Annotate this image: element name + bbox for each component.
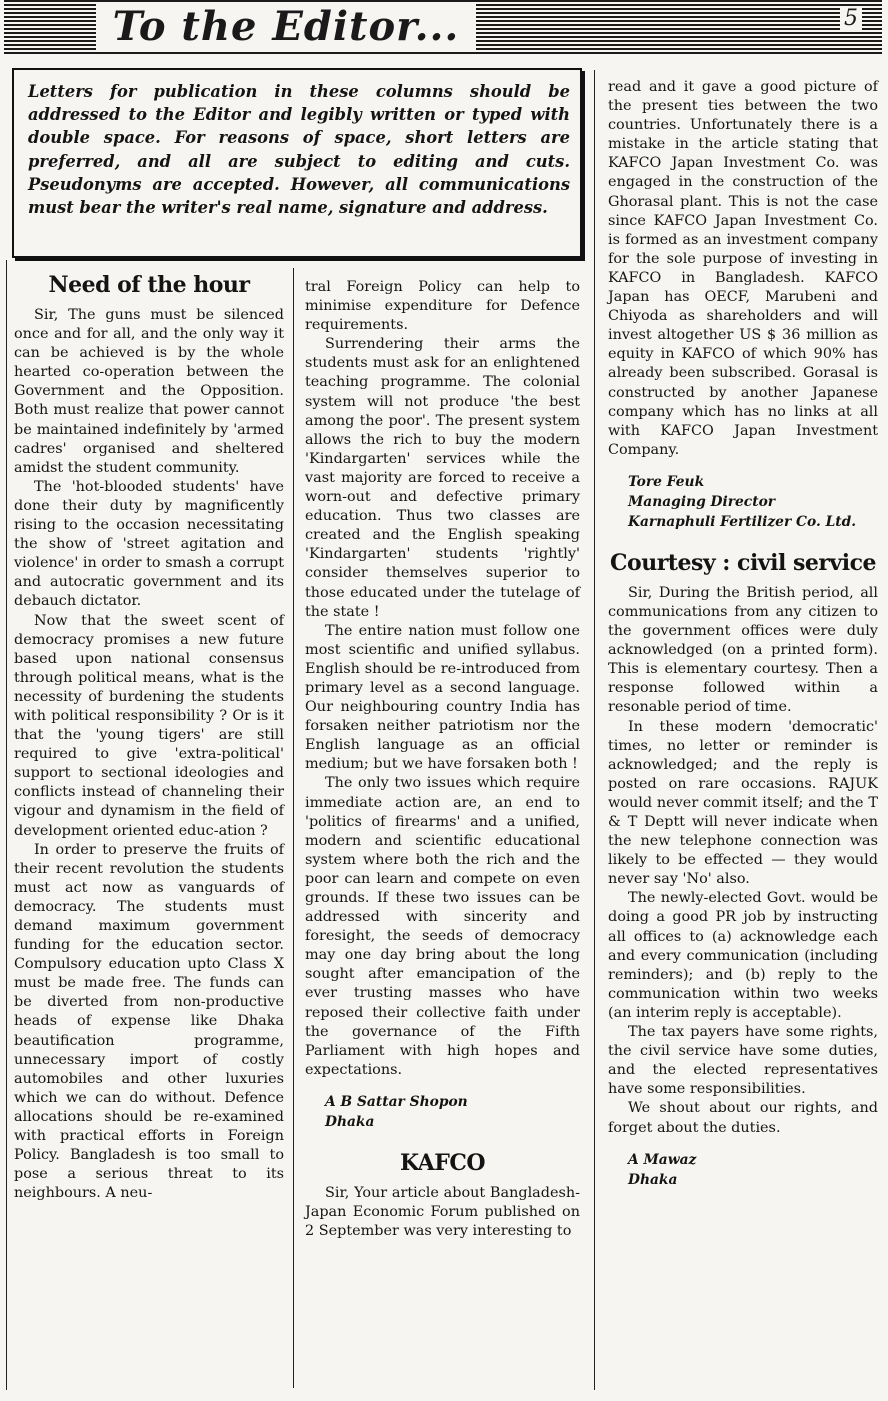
signature-place: Dhaka (628, 1171, 678, 1188)
letter-paragraph: The tax payers have some rights, the civil service have some duties, and the elected representatives have some responsibilities. (608, 1024, 878, 1098)
letter-paragraph: In these modern 'democratic' times, no letter or reminder is acknowledged; and the reply is posted on rare occasions. RAJUK would never commit itself; and the T & T Deptt will never indicate when the new telephone connection was likely to be effected — they would never say 'No' also. (608, 718, 878, 888)
submission-notice: Letters for publication in these columns should be addressed to the Editor and legibly written or typed with double space. For reasons of space, short letters are preferred, and all are subject to editing and cuts. Pseudonyms are accepted. However, all communications must bear the writer's real name, signature and address. (12, 68, 582, 258)
letter-headline-need-of-the-hour: Need of the hour (48, 272, 250, 298)
letter-paragraph: Now that the sweet scent of democracy promises a new future based upon national consensus through political means, what is the necessity of burdening the students with political responsibility ? Or is it that the 'young tigers' are still required to give 'extra-political' support to sectional ideologies and conflicts instead of channeling their vigour and dynamism in the field of development oriented educ-ation ? (14, 612, 284, 839)
letter-paragraph: The entire nation must follow one most scientific and unified syllabus. English should be re-introduced from primary level as a second language. Our neighbouring country India has forsaken neither patriotism nor the English language as an official medium; but we have forsaken both ! (305, 622, 580, 773)
column-2 (305, 278, 580, 1241)
signature-block (608, 472, 878, 532)
letter-paragraph: tral Foreign Policy can help to minimise expenditure for Defence requirements. (305, 279, 580, 334)
column-rule (6, 260, 7, 1390)
page-banner (4, 0, 882, 54)
signature-name: A Mawaz (628, 1151, 697, 1168)
letter-paragraph: Sir, The guns must be silenced once and for all, and the only way it can be achieved is by the whole hearted co-operation between the Government and the Opposition. Both must realize that power cannot be maintained indefinitely by 'armed cadres' organised and sheltered amidst the student community. (14, 307, 284, 476)
column-1 (14, 272, 284, 1203)
signature-block (305, 1092, 580, 1132)
letter-paragraph: Surrendering their arms the students must ask for an enlightened teaching programme. The colonial system will not produce 'the best among the poor'. The present system allows the rich to buy the modern 'Kindargarten' services while the vast majority are forced to receive a worn-out and defective primary education. Thus two classes are created and the English speaking 'Kindargarten' students 'rightly' consider themselves superior to those educated under the tutelage of the state ! (305, 336, 580, 620)
letter-paragraph: Sir, During the British period, all communications from any citizen to the government offices were duly acknowledged (on a printed form). This is elementary courtesy. Then a response followed within a resonable period of time. (608, 584, 878, 716)
signature-org: Karnaphuli Fertilizer Co. Ltd. (628, 513, 857, 530)
banner-title: To the Editor... (96, 2, 476, 52)
letter-paragraph: The newly-elected Govt. would be doing a good PR job by instructing all offices to (a) acknowledge each and every communication (including reminders); and (b) reply to the communication within two weeks (an interim reply is acceptable). (608, 890, 878, 1021)
signature-title: Managing Director (628, 493, 776, 510)
letter-paragraph: The 'hot-blooded students' have done their duty by magnificently rising to the occasion necessitating the show of 'street agitation and violence' in order to smash a corrupt and autocratic government and its debauch dictator. (14, 478, 284, 610)
letter-paragraph: We shout about our rights, and forget about the duties. (608, 1100, 878, 1136)
column-rule (293, 268, 294, 1388)
letter-paragraph: In order to preserve the fruits of their recent revolution the students must act now as vanguards of democracy. The students must demand maximum government funding for the education sector. Compulsory education upto Class X must be made free. The funds can be diverted from non-productive heads of expense like Dhaka beautification programme, unnecessary import of costly automobiles and other luxuries which we can do without. Defence allocations should be re-examined with practical efforts in Foreign Policy. Bangladesh is too small to pose a serious threat to its neighbours. A neu- (14, 841, 284, 1202)
signature-name: A B Sattar Shopon (325, 1093, 468, 1110)
corner-mark: 5 (840, 6, 862, 31)
letter-headline-kafco: KAFCO (399, 1149, 486, 1176)
column-rule (594, 70, 595, 1390)
letter-paragraph: read and it gave a good picture of the present ties between the two countries. Unfortunately there is a mistake in the article stating that KAFCO Japan Investment Co. was engaged in the construction of the Ghorasal plant. This is not the case since KAFCO Japan Investment Co. is formed as an investment company for the sole purpose of investing in KAFCO in Bangladesh. KAFCO Japan has OECF, Marubeni and Chiyoda as shareholders and will invest altogether US $ 36 million as equity in KAFCO of which 90% has already been subscribed. Gorasal is constructed by another Japanese company which has no links at all with KAFCO Japan Investment Company. (608, 79, 878, 458)
letter-paragraph: The only two issues which require immediate action are, an end to 'politics of firearms' and a unified, modern and scientific educational system where both the rich and the poor can learn and compete on even grounds. If these two issues can be addressed with sincerity and foresight, the seeds of democracy may one day bring about the long sought after emancipation of the ever trusting masses who have reposed their collective faith under the governance of the Fifth Parliament with high hopes and expectations. (305, 775, 580, 1078)
column-3 (608, 78, 878, 1190)
signature-name: Tore Feuk (628, 473, 705, 490)
letter-paragraph: Sir, Your article about Bangladesh-Japan Economic Forum published on 2 September was very interesting to (305, 1184, 580, 1240)
letter-headline-courtesy: Courtesy : civil service (610, 549, 876, 576)
signature-place: Dhaka (325, 1113, 375, 1130)
signature-block (608, 1150, 878, 1190)
